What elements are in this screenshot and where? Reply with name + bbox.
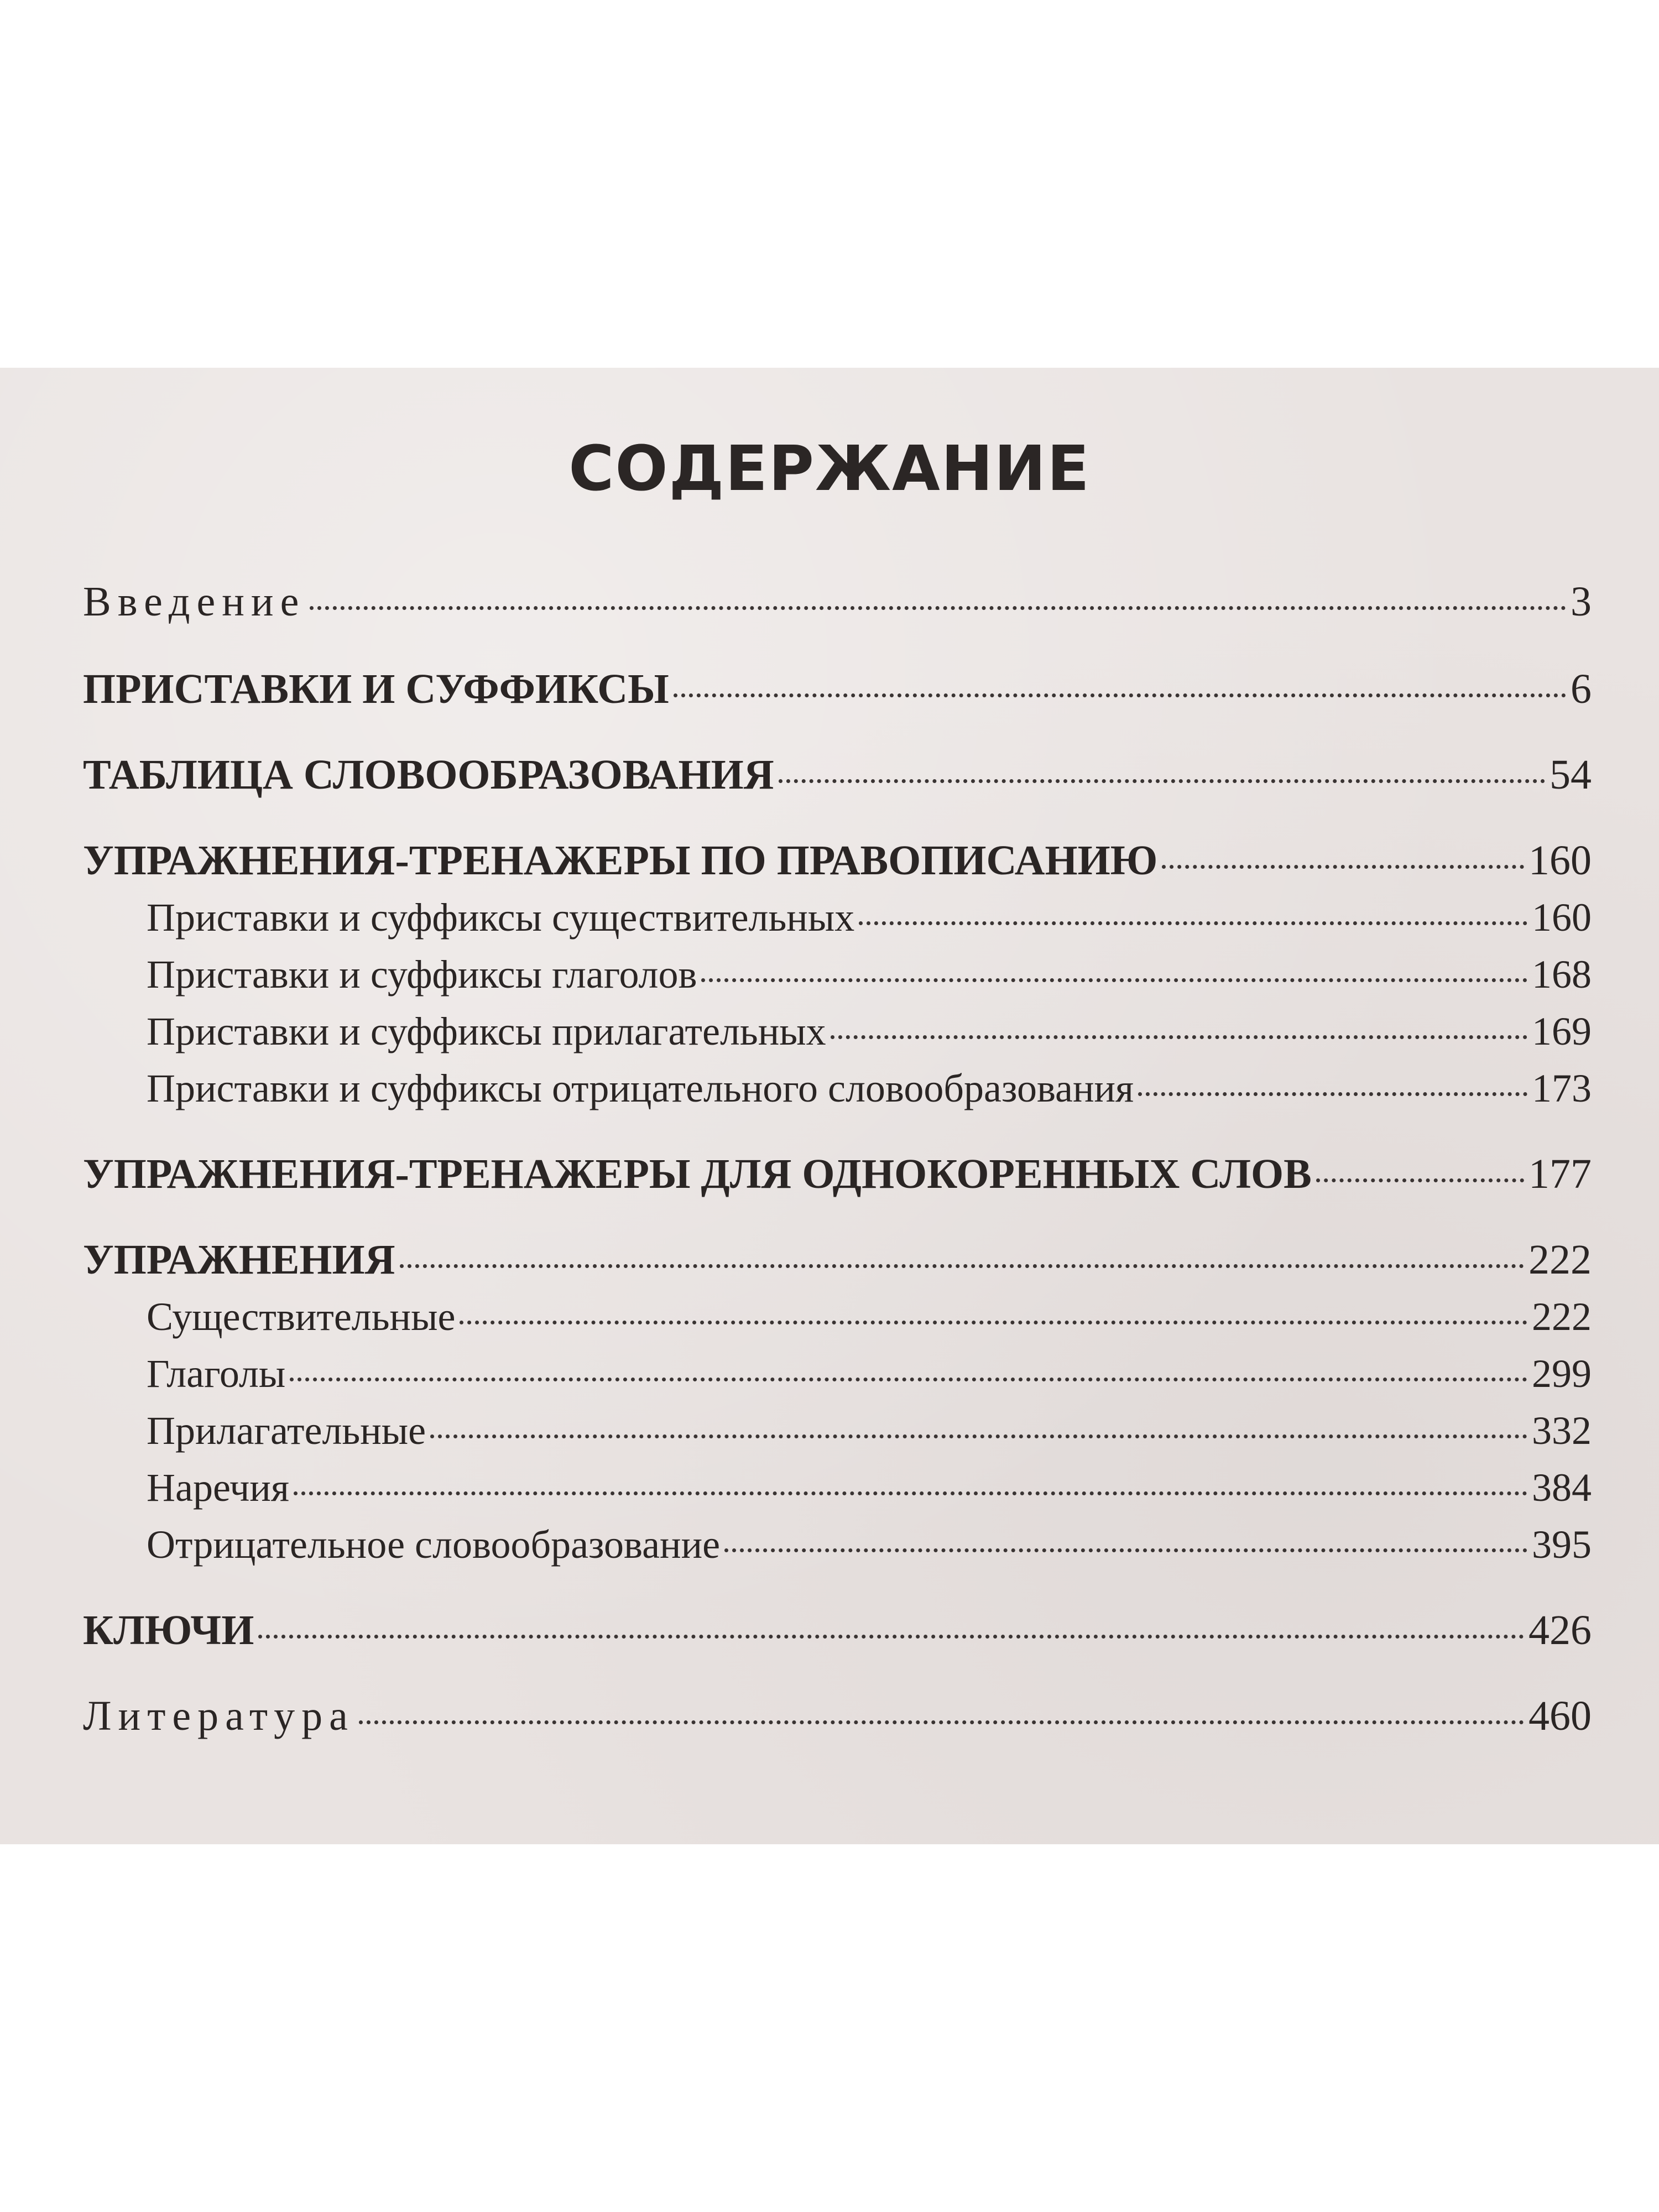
toc-page-number: 54: [1550, 752, 1592, 798]
dot-leader: [359, 1720, 1524, 1724]
toc-page-number: 222: [1532, 1295, 1592, 1339]
toc-entry-exercises: [83, 1236, 1592, 1294]
page-title: СОДЕРЖАНИЕ: [568, 433, 1091, 505]
toc-page-number: 299: [1532, 1352, 1592, 1396]
toc-subentry-negative-formation: [83, 1522, 1592, 1606]
toc-page-number: 177: [1528, 1151, 1592, 1197]
toc-page-number: 169: [1532, 1009, 1592, 1053]
dot-leader: [1316, 1178, 1524, 1182]
dot-leader: [290, 1378, 1527, 1381]
toc-entry-label: Глаголы: [147, 1352, 286, 1396]
dot-leader: [258, 1635, 1524, 1639]
dot-leader: [1138, 1092, 1527, 1096]
toc-page-number: 460: [1528, 1693, 1592, 1739]
toc-entry-keys: [83, 1606, 1592, 1692]
toc-entry-label: Приставки и суффиксы глаголов: [147, 952, 697, 997]
toc-entry-cognate-drills: [83, 1150, 1592, 1236]
toc-entry-label: КЛЮЧИ: [83, 1607, 254, 1653]
dot-leader: [779, 779, 1545, 783]
book-page: [0, 368, 1659, 1844]
toc-entry-label: Приставки и суффиксы прилагательных: [147, 1009, 826, 1053]
toc-page-number: 3: [1571, 578, 1592, 625]
dot-leader: [674, 693, 1566, 697]
toc-subentry-nouns-affixes: [83, 895, 1592, 952]
toc-entry-literature: [83, 1692, 1592, 1753]
toc-subentry-adverbs: [83, 1465, 1592, 1522]
toc-page-number: 168: [1532, 952, 1592, 997]
toc-entry-label: ПРИСТАВКИ И СУФФИКСЫ: [83, 666, 669, 712]
toc-entry-label: ТАБЛИЦА СЛОВООБРАЗОВАНИЯ: [83, 752, 774, 798]
dot-leader: [724, 1548, 1527, 1552]
toc-page-number: 173: [1532, 1066, 1592, 1110]
toc-entry-label: Прилагательные: [147, 1408, 426, 1453]
dot-leader: [701, 978, 1527, 982]
dot-leader: [294, 1491, 1527, 1495]
toc-entry-label: Литература: [83, 1693, 354, 1739]
dot-leader: [831, 1035, 1527, 1039]
dot-leader: [1162, 865, 1524, 869]
toc-page-number: 160: [1528, 837, 1592, 884]
toc-entry-prefixes-suffixes: [83, 665, 1592, 751]
dot-leader: [310, 606, 1566, 610]
toc-page-number: 384: [1532, 1465, 1592, 1510]
toc-entry-label: УПРАЖНЕНИЯ: [83, 1237, 395, 1283]
table-of-contents: [83, 578, 1592, 1753]
toc-entry-label: УПРАЖНЕНИЯ-ТРЕНАЖЕРЫ ДЛЯ ОДНОКОРЕННЫХ СЛОВ: [83, 1151, 1312, 1197]
toc-subentry-adjectives: [83, 1408, 1592, 1465]
toc-entry-introduction: [83, 578, 1592, 665]
toc-entry-label: Приставки и суффиксы отрицательного словообразования: [147, 1066, 1134, 1110]
toc-page-number: 160: [1532, 895, 1592, 940]
toc-entry-label: УПРАЖНЕНИЯ-ТРЕНАЖЕРЫ ПО ПРАВОПИСАНИЮ: [83, 837, 1158, 884]
toc-subentry-verbs: [83, 1351, 1592, 1408]
toc-page-number: 395: [1532, 1522, 1592, 1567]
toc-subentry-verbs-affixes: [83, 952, 1592, 1009]
toc-entry-word-formation-table: [83, 751, 1592, 837]
toc-entry-label: Наречия: [147, 1465, 289, 1510]
toc-page-number: 332: [1532, 1408, 1592, 1453]
toc-entry-spelling-drills: [83, 837, 1592, 895]
toc-page-number: 222: [1528, 1237, 1592, 1283]
dot-leader: [859, 921, 1527, 925]
dot-leader: [460, 1321, 1527, 1324]
toc-entry-label: Введение: [83, 578, 306, 625]
toc-subentry-adjectives-affixes: [83, 1009, 1592, 1066]
toc-page-number: 6: [1571, 666, 1592, 712]
toc-page-number: 426: [1528, 1607, 1592, 1653]
toc-entry-label: Отрицательное словообразование: [147, 1522, 721, 1567]
dot-leader: [430, 1434, 1527, 1438]
toc-entry-label: Приставки и суффиксы существительных: [147, 895, 855, 940]
toc-subentry-nouns: [83, 1294, 1592, 1351]
dot-leader: [400, 1264, 1524, 1268]
toc-subentry-negative-affixes: [83, 1066, 1592, 1150]
toc-entry-label: Существительные: [147, 1295, 456, 1339]
